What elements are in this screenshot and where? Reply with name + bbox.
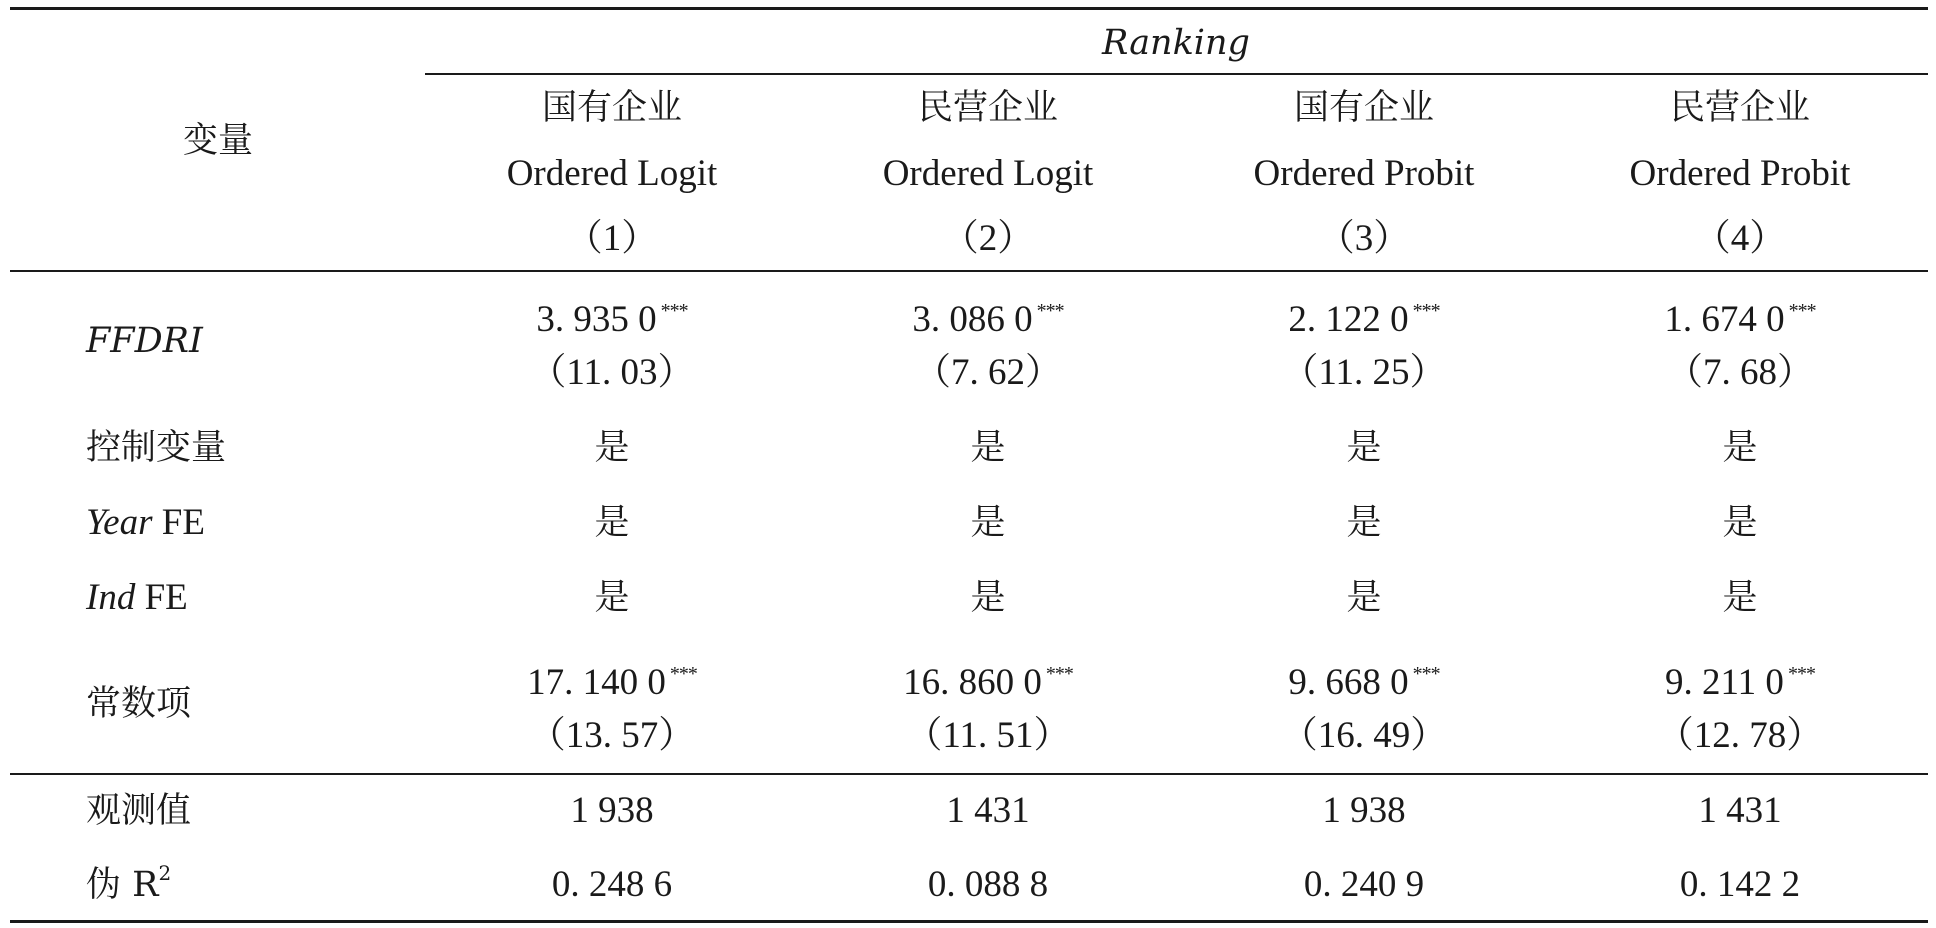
column-3-number: （3） — [1317, 218, 1411, 259]
spanner-rule — [425, 73, 1928, 75]
constant-coef-3: 9. 668 0 *** — [1288, 662, 1440, 703]
significance-stars: *** — [1412, 300, 1440, 322]
constant-coef-2: 16. 860 0 *** — [903, 662, 1073, 703]
pseudo-r2-value-4: 0. 142 2 — [1679, 864, 1801, 905]
controls-value-1: 是 — [594, 428, 630, 468]
column-4-sample: 民营企业 — [1669, 88, 1811, 128]
significance-stars: *** — [1036, 300, 1064, 322]
ind-fe-label: Ind FE — [86, 577, 188, 618]
significance-stars: *** — [1787, 663, 1815, 685]
column-3-sample: 国有企业 — [1293, 88, 1435, 128]
year-fe-value-3: 是 — [1346, 503, 1382, 543]
significance-stars: *** — [1788, 300, 1816, 322]
column-1-number: （1） — [565, 218, 659, 259]
ffdri-tstat-2: （7. 62） — [914, 352, 1062, 393]
year-fe-value-1: 是 — [594, 503, 630, 543]
header-bottom-rule — [10, 270, 1928, 272]
observations-value-1: 1 938 — [570, 790, 654, 831]
pseudo-r2-value-2: 0. 088 8 — [927, 864, 1049, 905]
constant-label: 常数项 — [86, 684, 192, 724]
controls-label: 控制变量 — [86, 428, 227, 468]
bottom-rule — [10, 920, 1928, 923]
ffdri-tstat-3: （11. 25） — [1281, 352, 1447, 393]
ffdri-coef-2: 3. 086 0 *** — [912, 299, 1064, 340]
ind-fe-value-4: 是 — [1722, 578, 1758, 618]
constant-tstat-3: （16. 49） — [1280, 715, 1448, 756]
ffdri-tstat-4: （7. 68） — [1666, 352, 1814, 393]
observations-value-4: 1 431 — [1698, 790, 1782, 831]
column-2-sample: 民营企业 — [917, 88, 1059, 128]
observations-value-3: 1 938 — [1322, 790, 1406, 831]
ffdri-coef-1: 3. 935 0 *** — [536, 299, 688, 340]
significance-stars: *** — [1045, 663, 1073, 685]
constant-tstat-1: （13. 57） — [528, 715, 696, 756]
pseudo-r2-label: 伪 $R^2$ — [86, 861, 172, 905]
spanner-header: Ranking — [1102, 23, 1250, 63]
controls-value-2: 是 — [970, 428, 1006, 468]
column-3-model: Ordered Probit — [1253, 153, 1475, 194]
controls-value-3: 是 — [1346, 428, 1382, 468]
constant-tstat-4: （12. 78） — [1656, 715, 1824, 756]
constant-coef-1: 17. 140 0 *** — [527, 662, 697, 703]
significance-stars: *** — [669, 663, 697, 685]
pseudo-r2-value-1: 0. 248 6 — [551, 864, 673, 905]
column-2-number: （2） — [941, 218, 1035, 259]
ind-fe-value-2: 是 — [970, 578, 1006, 618]
ffdri-coef-4: 1. 674 0 *** — [1664, 299, 1816, 340]
year-fe-value-4: 是 — [1722, 503, 1758, 543]
column-1-model: Ordered Logit — [506, 153, 718, 194]
constant-coef-4: 9. 211 0 *** — [1665, 662, 1815, 703]
year-fe-label: Year FE — [86, 502, 205, 543]
significance-stars: *** — [660, 300, 688, 322]
observations-value-2: 1 431 — [946, 790, 1030, 831]
stats-separator-rule — [10, 773, 1928, 775]
significance-stars: *** — [1412, 663, 1440, 685]
stub-header: 变量 — [182, 121, 254, 161]
column-2-model: Ordered Logit — [882, 153, 1094, 194]
pseudo-r2-value-3: 0. 240 9 — [1303, 864, 1425, 905]
column-4-model: Ordered Probit — [1629, 153, 1851, 194]
ind-fe-value-1: 是 — [594, 578, 630, 618]
ffdri-coef-3: 2. 122 0 *** — [1288, 299, 1440, 340]
top-rule — [10, 7, 1928, 10]
column-1-sample: 国有企业 — [541, 88, 683, 128]
column-4-number: （4） — [1693, 218, 1787, 259]
observations-label: 观测值 — [86, 791, 192, 831]
year-fe-value-2: 是 — [970, 503, 1006, 543]
ffdri-label: FFDRI — [86, 321, 203, 361]
constant-tstat-2: （11. 51） — [905, 715, 1071, 756]
ffdri-tstat-1: （11. 03） — [529, 352, 695, 393]
ind-fe-value-3: 是 — [1346, 578, 1382, 618]
controls-value-4: 是 — [1722, 428, 1758, 468]
